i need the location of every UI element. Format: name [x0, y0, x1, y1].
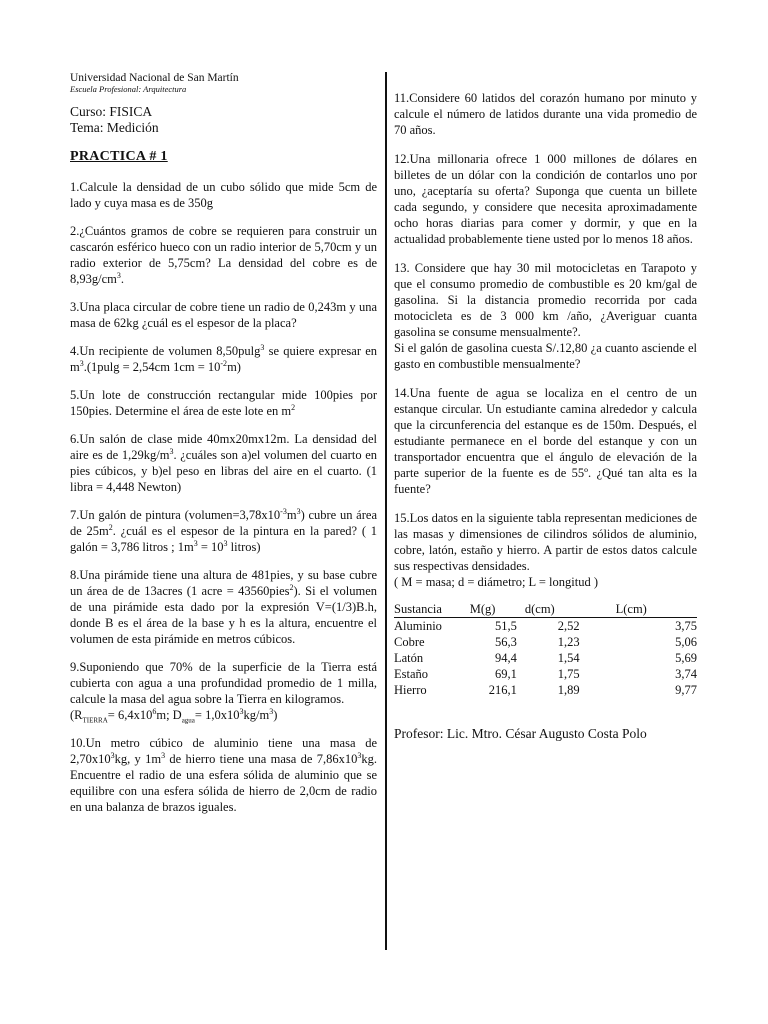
table-cell: 51,5 [495, 618, 517, 633]
problem-6: 6.Un salón de clase mide 40mx20mx12m. La densidad del aire es de $1,29kg/m^3$. ¿cuáles son a)el volumen del cuarto en pies cúbicos, y b)el peso en libras del aire en el cuarto. (1 libra = 4,448 Newton) [70, 432, 378, 494]
table-header: Sustancia [394, 602, 467, 618]
problem-7: 7.Un galón de pintura $(volumen=3,78x10^{-3}m^3)$ cubre un área de $25m^2$. ¿cuál es el espesor de la pintura en la pared? ( 1 galón = 3,786 litros ; $1m^3 = 10^3$ litros) [70, 506, 377, 554]
problem-13-cost: Si el galón de gasolina cuesta S/.12,80 ¿a cuanto asciende el gasto en combustible mensualmente? [394, 341, 697, 371]
table-cell: Latón [394, 650, 424, 665]
table-header-row [394, 602, 697, 618]
problem-11: 11.Considere 60 latidos del corazón humano por minuto y calcule el número de latidos durante una vida promedio de 70 años. [394, 91, 697, 137]
column-divider [385, 72, 387, 950]
table-cell: Estaño [394, 666, 429, 681]
table-cell: 5,69 [675, 650, 697, 665]
left-column [70, 72, 377, 827]
table-cell: 3,75 [675, 618, 697, 633]
practice-title: PRACTICA # 1 [70, 149, 168, 164]
university-name: Universidad Nacional de San Martín [70, 72, 239, 84]
table-cell: 1,75 [557, 666, 580, 681]
table-row [394, 618, 697, 635]
topic-label: Tema: Medición [70, 120, 159, 135]
table-cell: 5,06 [675, 634, 697, 649]
problem-2: 2.¿Cuántos gramos de cobre se requieren para construir un cascarón esférico hueco con un radio interior de 5,70cm y un radio exterior de 5,75cm? La densidad del cobre es de $8,93g/cm^3$. [70, 224, 377, 286]
table-cell: Hierro [394, 682, 427, 697]
problem-10: 10.Un metro cúbico de aluminio tiene una masa de $2,70x10^3kg$, y $1m^3$ de hierro tiene una masa de $7,86x10^3kg$. Encuentre el radio de una esfera sólida de aluminio que se equilibre con una esfera sólida de hierro de 2,0cm de radio en una balanza de brazos iguales. [70, 736, 378, 814]
table-cell: Cobre [394, 634, 425, 649]
problem-13: 13. Considere que hay 30 mil motocicletas en Tarapoto y que el consumo promedio de combustible es 20 km/gal de gasolina. Si la distancia promedio recorrida por cada motocicleta es de 3 000 km /año, ¿Averiguar cuanta gasolina se consume mensualmente?. [394, 261, 697, 339]
table-header: L(cm) [580, 602, 697, 618]
problem-9-constants: ($R_{TIERRA}= 6,4x10^6m$; $D_{agua}= 1,0x10^3kg/m^3$) [70, 706, 278, 725]
table-header: d(cm) [517, 602, 580, 618]
problem-15-legend: ( M = masa; d = diámetro; L = longitud ) [394, 575, 598, 589]
problem-15: 15.Los datos en la siguiente tabla representan mediciones de las masas y dimensiones de cilindros sólidos de aluminio, cobre, latón, estaño y hierro. A partir de estos datos calcule sus respectivas densidades. [394, 511, 697, 573]
table-row [394, 666, 697, 682]
table-row [394, 682, 697, 698]
table-cell: Aluminio [394, 618, 442, 633]
problem-3: 3.Una placa circular de cobre tiene un radio de 0,243m y una masa de 62kg ¿cuál es el espesor de la placa? [70, 300, 377, 330]
table-cell: 1,89 [557, 682, 580, 697]
problem-5: 5.Un lote de construcción rectangular mide 100pies por 150pies. Determine el área de este lote en $m^2$ [70, 388, 377, 418]
table-cell: 1,54 [557, 650, 580, 665]
problem-9: 9.Suponiendo que 70% de la superficie de la Tierra está cubierta con agua a una profundidad promedio de 1 milla, calcule la masa del agua sobre la Tierra en kilogramos. [70, 660, 377, 706]
table-row [394, 634, 697, 650]
problem-4: 4.Un recipiente de volumen 8,50pulg$^3$ se quiere expresar en $m^3.(1pulg = 2,54cm$ $1cm = 10^{-2}m$) [70, 342, 377, 374]
professor-name: Profesor: Lic. Mtro. César Augusto Costa Polo [394, 726, 647, 741]
table-header: M(g) [467, 602, 517, 618]
measurements-table [394, 602, 697, 698]
table-cell: 216,1 [488, 682, 517, 697]
problem-1: 1.Calcule la densidad de un cubo sólido que mide 5cm de lado y cuya masa es de 350g [70, 180, 377, 210]
table-cell: 69,1 [495, 666, 517, 681]
problem-14: 14.Una fuente de agua se localiza en el centro de un estanque circular. Un estudiante camina alrededor y calcula que la circunferencia del estanque es de 150m. Después, el estudiante permanece en el borde del estanque y con un transportador encuentra que el ángulo de elevación de la parte superior de la fuente es de 55º. ¿Qué tan alta es la fuente? [394, 386, 697, 496]
problem-8: 8.Una pirámide tiene una altura de 481pies, y su base cubre un área de de 13acres (1 acre = 43560pies$^2$). Si el volumen de una pirámide esta dado por la expresión V=(1/3)B.h, donde B es el área de la base y h es la altura, encuentre el volumen de esta pirámide en metros cúbicos. [70, 568, 377, 646]
right-column [394, 90, 697, 742]
table-cell: 1,23 [557, 634, 580, 649]
problem-12: 12.Una millonaria ofrece 1 000 millones de dólares en billetes de un dólar con la condición de contarlos uno por uno, ¿aceptaría su oferta? Suponga que cuenta un billete cada segundo, y considere que necesita aproximadamente ocho horas diarias para comer y dormir, y que en la actualidad probablemente tiene usted por lo menos 18 años. [394, 152, 697, 246]
school-name: Escuela Profesional: Arquitectura [70, 84, 187, 94]
table-row [394, 650, 697, 666]
table-cell: 94,4 [495, 650, 517, 665]
table-cell: 56,3 [495, 634, 517, 649]
table-cell: 9,77 [675, 682, 697, 697]
course-label: Curso: FISICA [70, 104, 153, 119]
table-cell: 3,74 [675, 666, 697, 681]
table-cell: 2,52 [557, 618, 580, 633]
